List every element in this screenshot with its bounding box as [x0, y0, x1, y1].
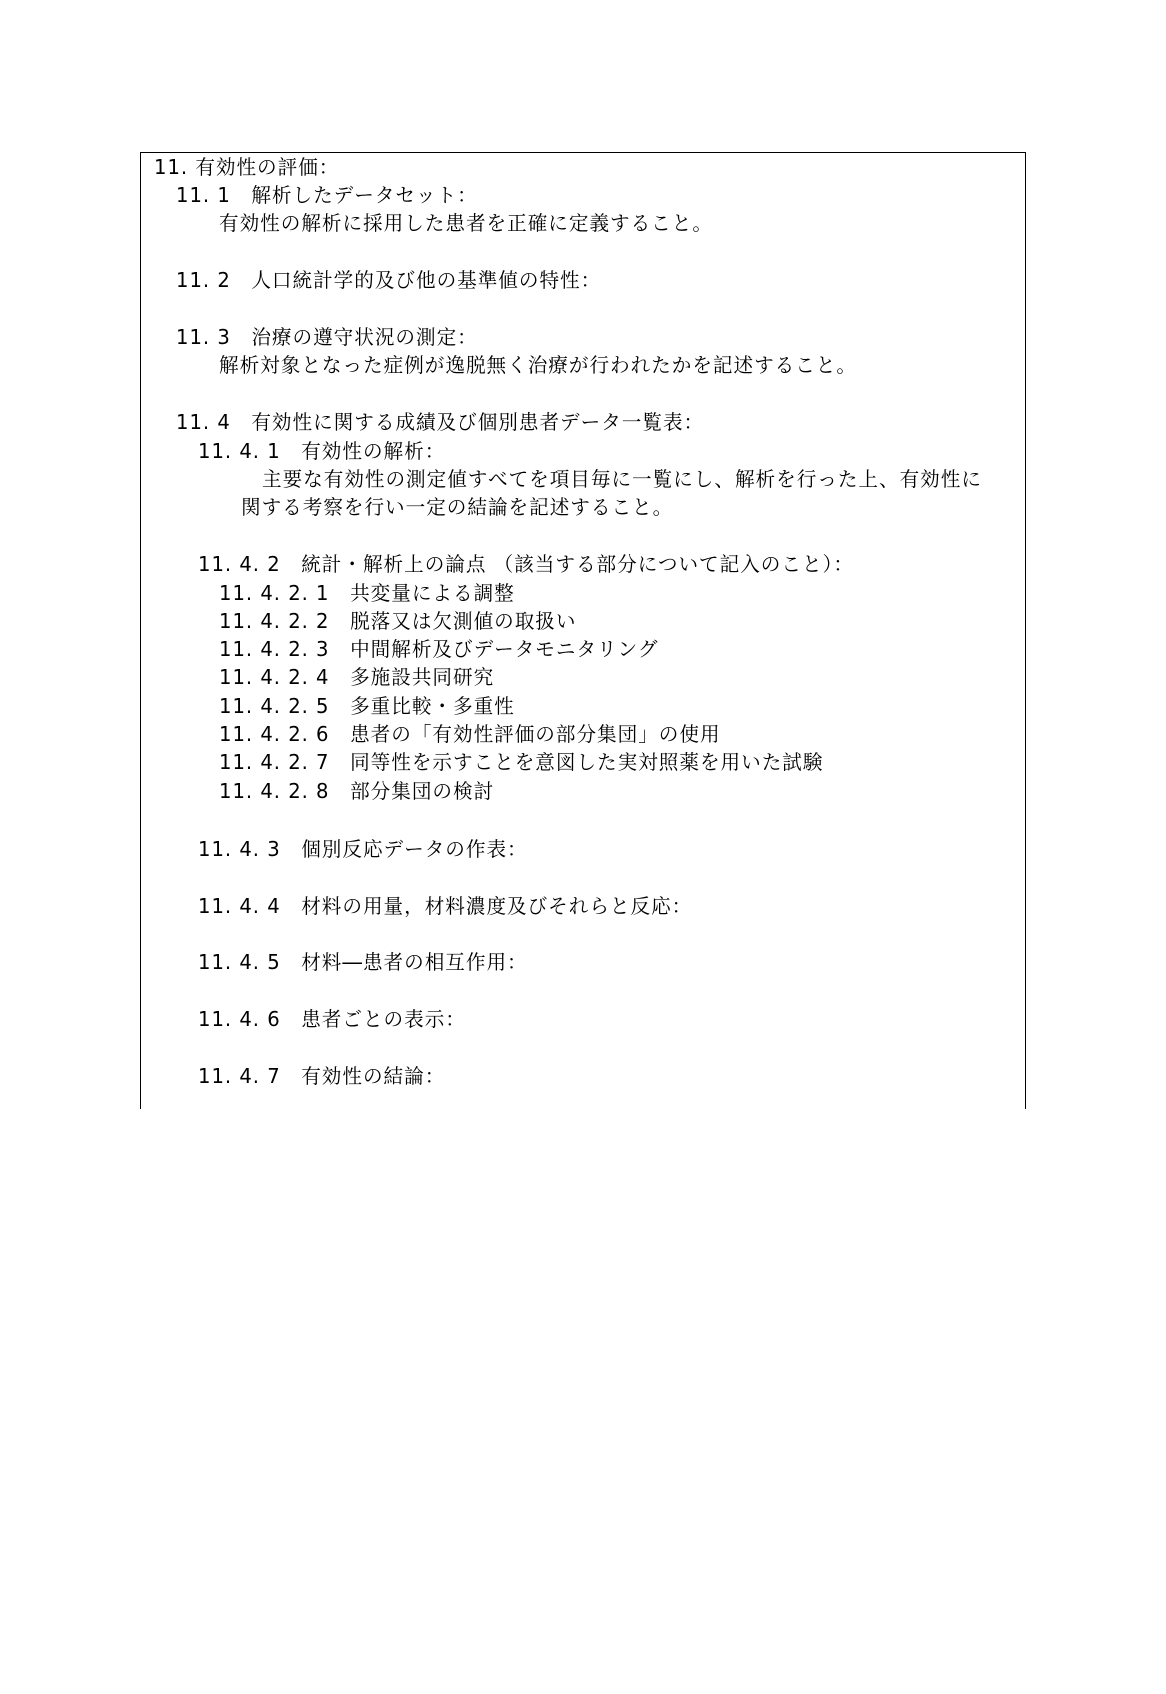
heading-11-4: 11. 4 有効性に関する成績及び個別患者データ一覧表： — [176, 410, 705, 434]
list-item: 11. 4. 2. 2 脱落又は欠測値の取扱い — [219, 609, 577, 633]
heading-11-4-4: 11. 4. 4 材料の用量，材料濃度及びそれらと反応： — [198, 894, 693, 918]
list-item: 11. 4. 2. 5 多重比較・多重性 — [219, 694, 515, 718]
list-item: 11. 4. 2. 4 多施設共同研究 — [219, 665, 495, 689]
list-item: 11. 4. 2. 3 中間解析及びデータモニタリング — [219, 637, 659, 661]
heading-11-4-7: 11. 4. 7 有効性の結論： — [198, 1064, 446, 1088]
heading-11-4-3: 11. 4. 3 個別反応データの作表： — [198, 837, 528, 861]
heading-11-4-1: 11. 4. 1 有効性の解析： — [198, 439, 446, 463]
heading-11-2: 11. 2 人口統計学的及び他の基準値の特性： — [176, 268, 602, 292]
heading-11-4-6: 11. 4. 6 患者ごとの表示： — [198, 1007, 466, 1031]
list-item: 11. 4. 2. 1 共変量による調整 — [219, 581, 515, 605]
body-11-1: 有効性の解析に採用した患者を正確に定義すること。 — [219, 211, 713, 235]
body-11-4-1-line2: 関する考察を行い一定の結論を記述すること。 — [241, 495, 674, 519]
heading-11-4-2: 11. 4. 2 統計・解析上の論点 （該当する部分について記入のこと）： — [198, 552, 854, 576]
heading-11-1: 11. 1 解析したデータセット： — [176, 183, 478, 207]
heading-11-3: 11. 3 治療の遵守状況の測定： — [176, 325, 478, 349]
body-11-4-1-line1: 主要な有効性の測定値すべてを項目毎に一覧にし、解析を行った上、有効性に — [262, 467, 982, 491]
list-item: 11. 4. 2. 8 部分集団の検討 — [219, 779, 495, 803]
list-item: 11. 4. 2. 6 患者の「有効性評価の部分集団」の使用 — [219, 722, 721, 746]
heading-11-4-5: 11. 4. 5 材料―患者の相互作用： — [198, 950, 528, 974]
body-11-3: 解析対象となった症例が逸脱無く治療が行われたかを記述すること。 — [219, 353, 857, 377]
section-title: 11. 有効性の評価： — [154, 155, 340, 179]
list-item: 11. 4. 2. 7 同等性を示すことを意図した実対照薬を用いた試験 — [219, 750, 824, 774]
